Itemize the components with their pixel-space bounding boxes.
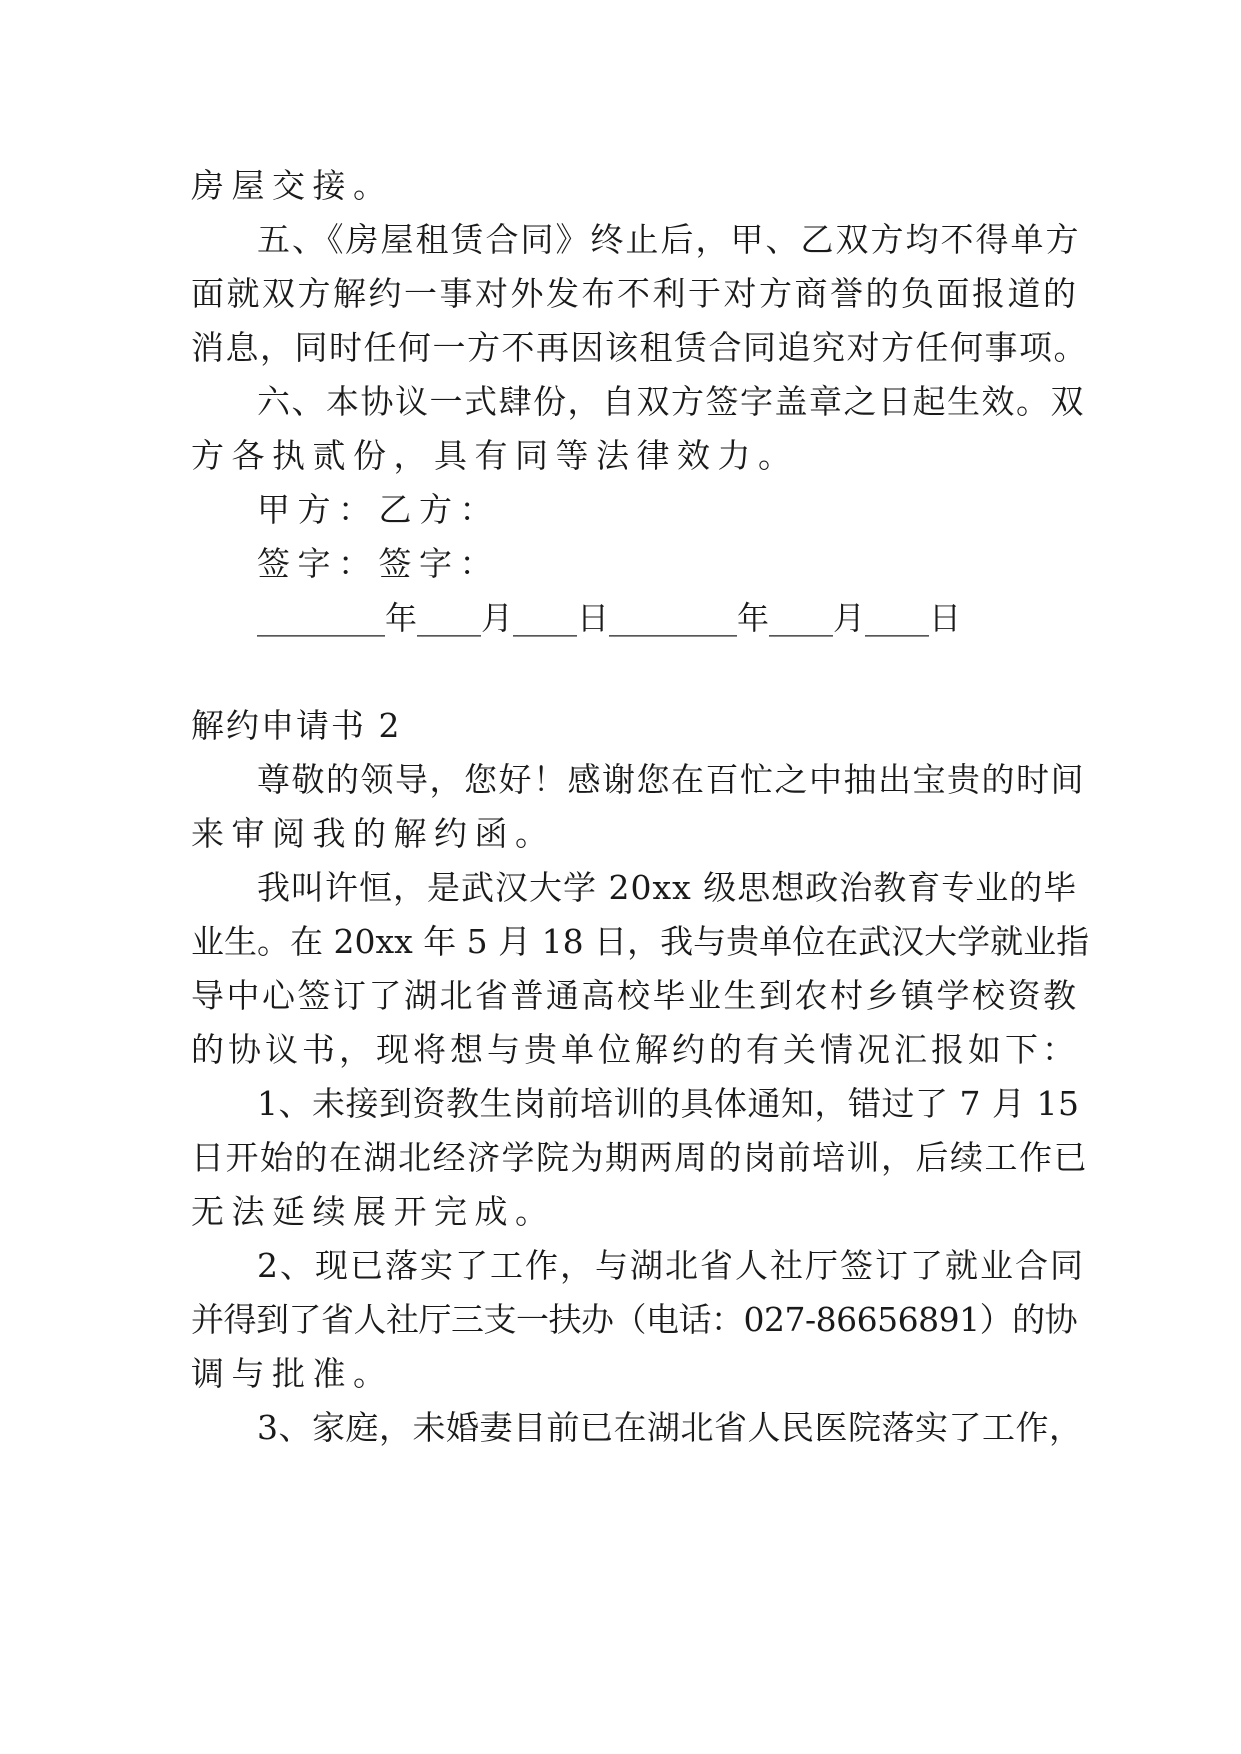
paragraph-line: 3、家庭，未婚妻目前已在湖北省人民医院落实了工作， [257, 1408, 1083, 1447]
paragraph-line: 无法延续展开完成。 [191, 1192, 556, 1231]
paragraph-line: 房屋交接。 [191, 166, 394, 205]
paragraph-line: 来审阅我的解约函。 [191, 814, 556, 853]
paragraph-line: 我叫许恒，是武汉大学 20xx 级思想政治教育专业的毕 [257, 868, 1078, 907]
paragraph-line: 的协议书，现将想与贵单位解约的有关情况汇报如下： [191, 1030, 1079, 1069]
paragraph-line: 1、未接到资教生岗前培训的具体通知，错过了 7 月 15 [257, 1084, 1080, 1123]
section-heading: 解约申请书 2 [191, 706, 402, 745]
paragraph-line: 消息，同时任何一方不再因该租赁合同追究对方任何事项。 [191, 328, 1088, 367]
paragraph-line: 六、本协议一式肆份，自双方签字盖章之日起生效。双 [257, 382, 1085, 421]
paragraph-line: 业生。在 20xx 年 5 月 18 日，我与贵单位在武汉大学就业指 [191, 922, 1090, 961]
paragraph-line: 调与批准。 [191, 1354, 394, 1393]
paragraph-line: 面就双方解约一事对外发布不利于对方商誉的负面报道的 [191, 274, 1079, 313]
paragraph-line: 2、现已落实了工作，与湖北省人社厅签订了就业合同 [257, 1246, 1085, 1285]
signature-labels: 签字：签字： [257, 544, 500, 583]
paragraph-line: 尊敬的领导，您好！感谢您在百忙之中抽出宝贵的时间 [257, 760, 1085, 799]
paragraph-line: 日开始的在湖北经济学院为期两周的岗前培训，后续工作已 [191, 1138, 1088, 1177]
date-blanks: ________年____月____日________年____月____日 [257, 599, 962, 637]
paragraph-line: 方各执贰份，具有同等法律效力。 [191, 436, 799, 475]
paragraph-line: 导中心签订了湖北省普通高校毕业生到农村乡镇学校资教 [191, 976, 1079, 1015]
paragraph-line: 五、《房屋租赁合同》终止后，甲、乙双方均不得单方 [257, 220, 1081, 259]
party-labels: 甲方：乙方： [257, 490, 500, 529]
paragraph-line: 并得到了省人社厅三支一扶办（电话：027-86656891）的协 [191, 1300, 1078, 1339]
